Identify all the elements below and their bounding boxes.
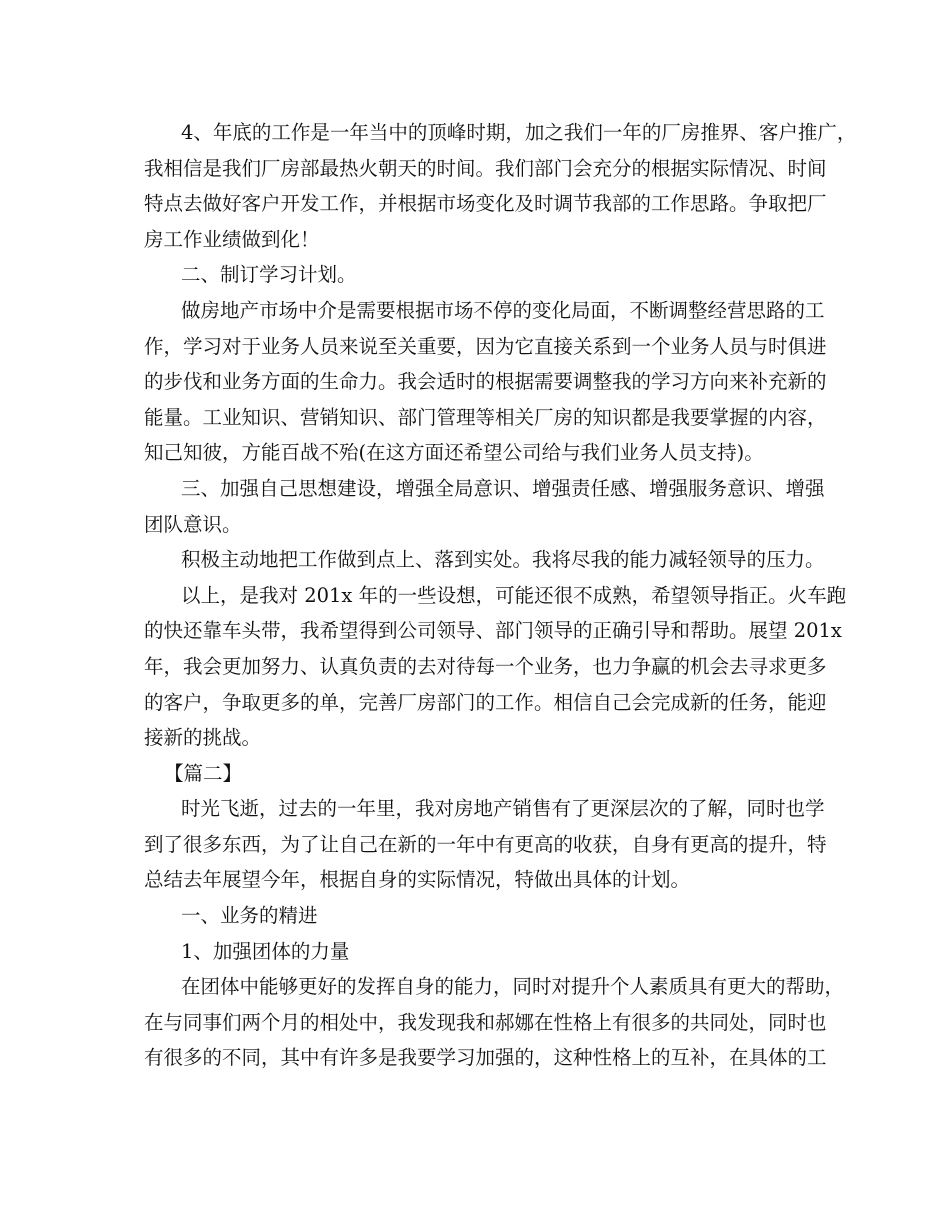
text-line: 时光飞逝，过去的一年里，我对房地产销售有了更深层次的了解，同时也学 bbox=[181, 797, 825, 821]
text-line: 三、加强自己思想建设，增强全局意识、增强责任感、增强服务意识、增强 bbox=[181, 476, 825, 500]
text-line: 4、年底的工作是一年当中的顶峰时期，加之我们一年的厂房推界、客户推广， bbox=[181, 121, 857, 144]
text-line: 【篇二】 bbox=[164, 761, 243, 785]
text-line: 知己知彼，方能百战不殆(在这方面还希望公司给与我们业务人员支持)。 bbox=[144, 441, 764, 465]
text-line: 作，学习对于业务人员来说至关重要，因为它直接关系到一个业务人员与时俱进 bbox=[144, 334, 827, 358]
text-line: 的快还靠车头带，我希望得到公司领导、部门领导的正确引导和帮助。展望 201x bbox=[144, 619, 842, 643]
text-line: 年，我会更加努力、认真负责的去对待每一个业务，也力争赢的机会去寻求更多 bbox=[144, 654, 827, 678]
text-line: 特点去做好客户开发工作，并根据市场变化及时调节我部的工作思路。争取把厂 bbox=[144, 192, 827, 216]
text-line: 团队意识。 bbox=[144, 512, 242, 536]
text-line: 我相信是我们厂房部最热火朝天的时间。我们部门会充分的根据实际情况、时间 bbox=[144, 156, 827, 180]
text-line: 以上，是我对 201x 年的一些设想，可能还很不成熟，希望领导指正。火车跑 bbox=[181, 583, 847, 607]
text-line: 一、业务的精进 bbox=[181, 904, 318, 928]
text-line: 在团体中能够更好的发挥自身的能力，同时对提升个人素质具有更大的帮助， bbox=[181, 975, 845, 999]
text-line: 的客户，争取更多的单，完善厂房部门的工作。相信自己会完成新的任务，能迎 bbox=[144, 690, 827, 714]
text-line: 1、加强团体的力量 bbox=[181, 939, 350, 963]
text-line: 接新的挑战。 bbox=[144, 726, 262, 750]
text-line: 的步伐和业务方面的生命力。我会适时的根据需要调整我的学习方向来补充新的 bbox=[144, 370, 827, 394]
text-line: 积极主动地把工作做到点上、落到实处。我将尽我的能力减轻领导的压力。 bbox=[181, 548, 825, 572]
text-line: 房工作业绩做到化！ bbox=[144, 227, 320, 251]
text-line: 在与同事们两个月的相处中，我发现我和郝娜在性格上有很多的共同处，同时也 bbox=[144, 1010, 827, 1034]
text-line: 总结去年展望今年，根据自身的实际情况，特做出具体的计划。 bbox=[144, 868, 691, 892]
text-line: 有很多的不同，其中有许多是我要学习加强的，这种性格上的互补，在具体的工 bbox=[144, 1046, 827, 1070]
text-line: 做房地产市场中介是需要根据市场不停的变化局面，不断调整经营思路的工 bbox=[181, 298, 825, 322]
text-line: 到了很多东西，为了让自己在新的一年中有更高的收获，自身有更高的提升，特 bbox=[144, 832, 827, 856]
text-line: 二、制订学习计划。 bbox=[181, 263, 357, 287]
text-line: 能量。工业知识、营销知识、部门管理等相关厂房的知识都是我要掌握的内容， bbox=[144, 405, 827, 429]
document-body bbox=[144, 115, 857, 1076]
